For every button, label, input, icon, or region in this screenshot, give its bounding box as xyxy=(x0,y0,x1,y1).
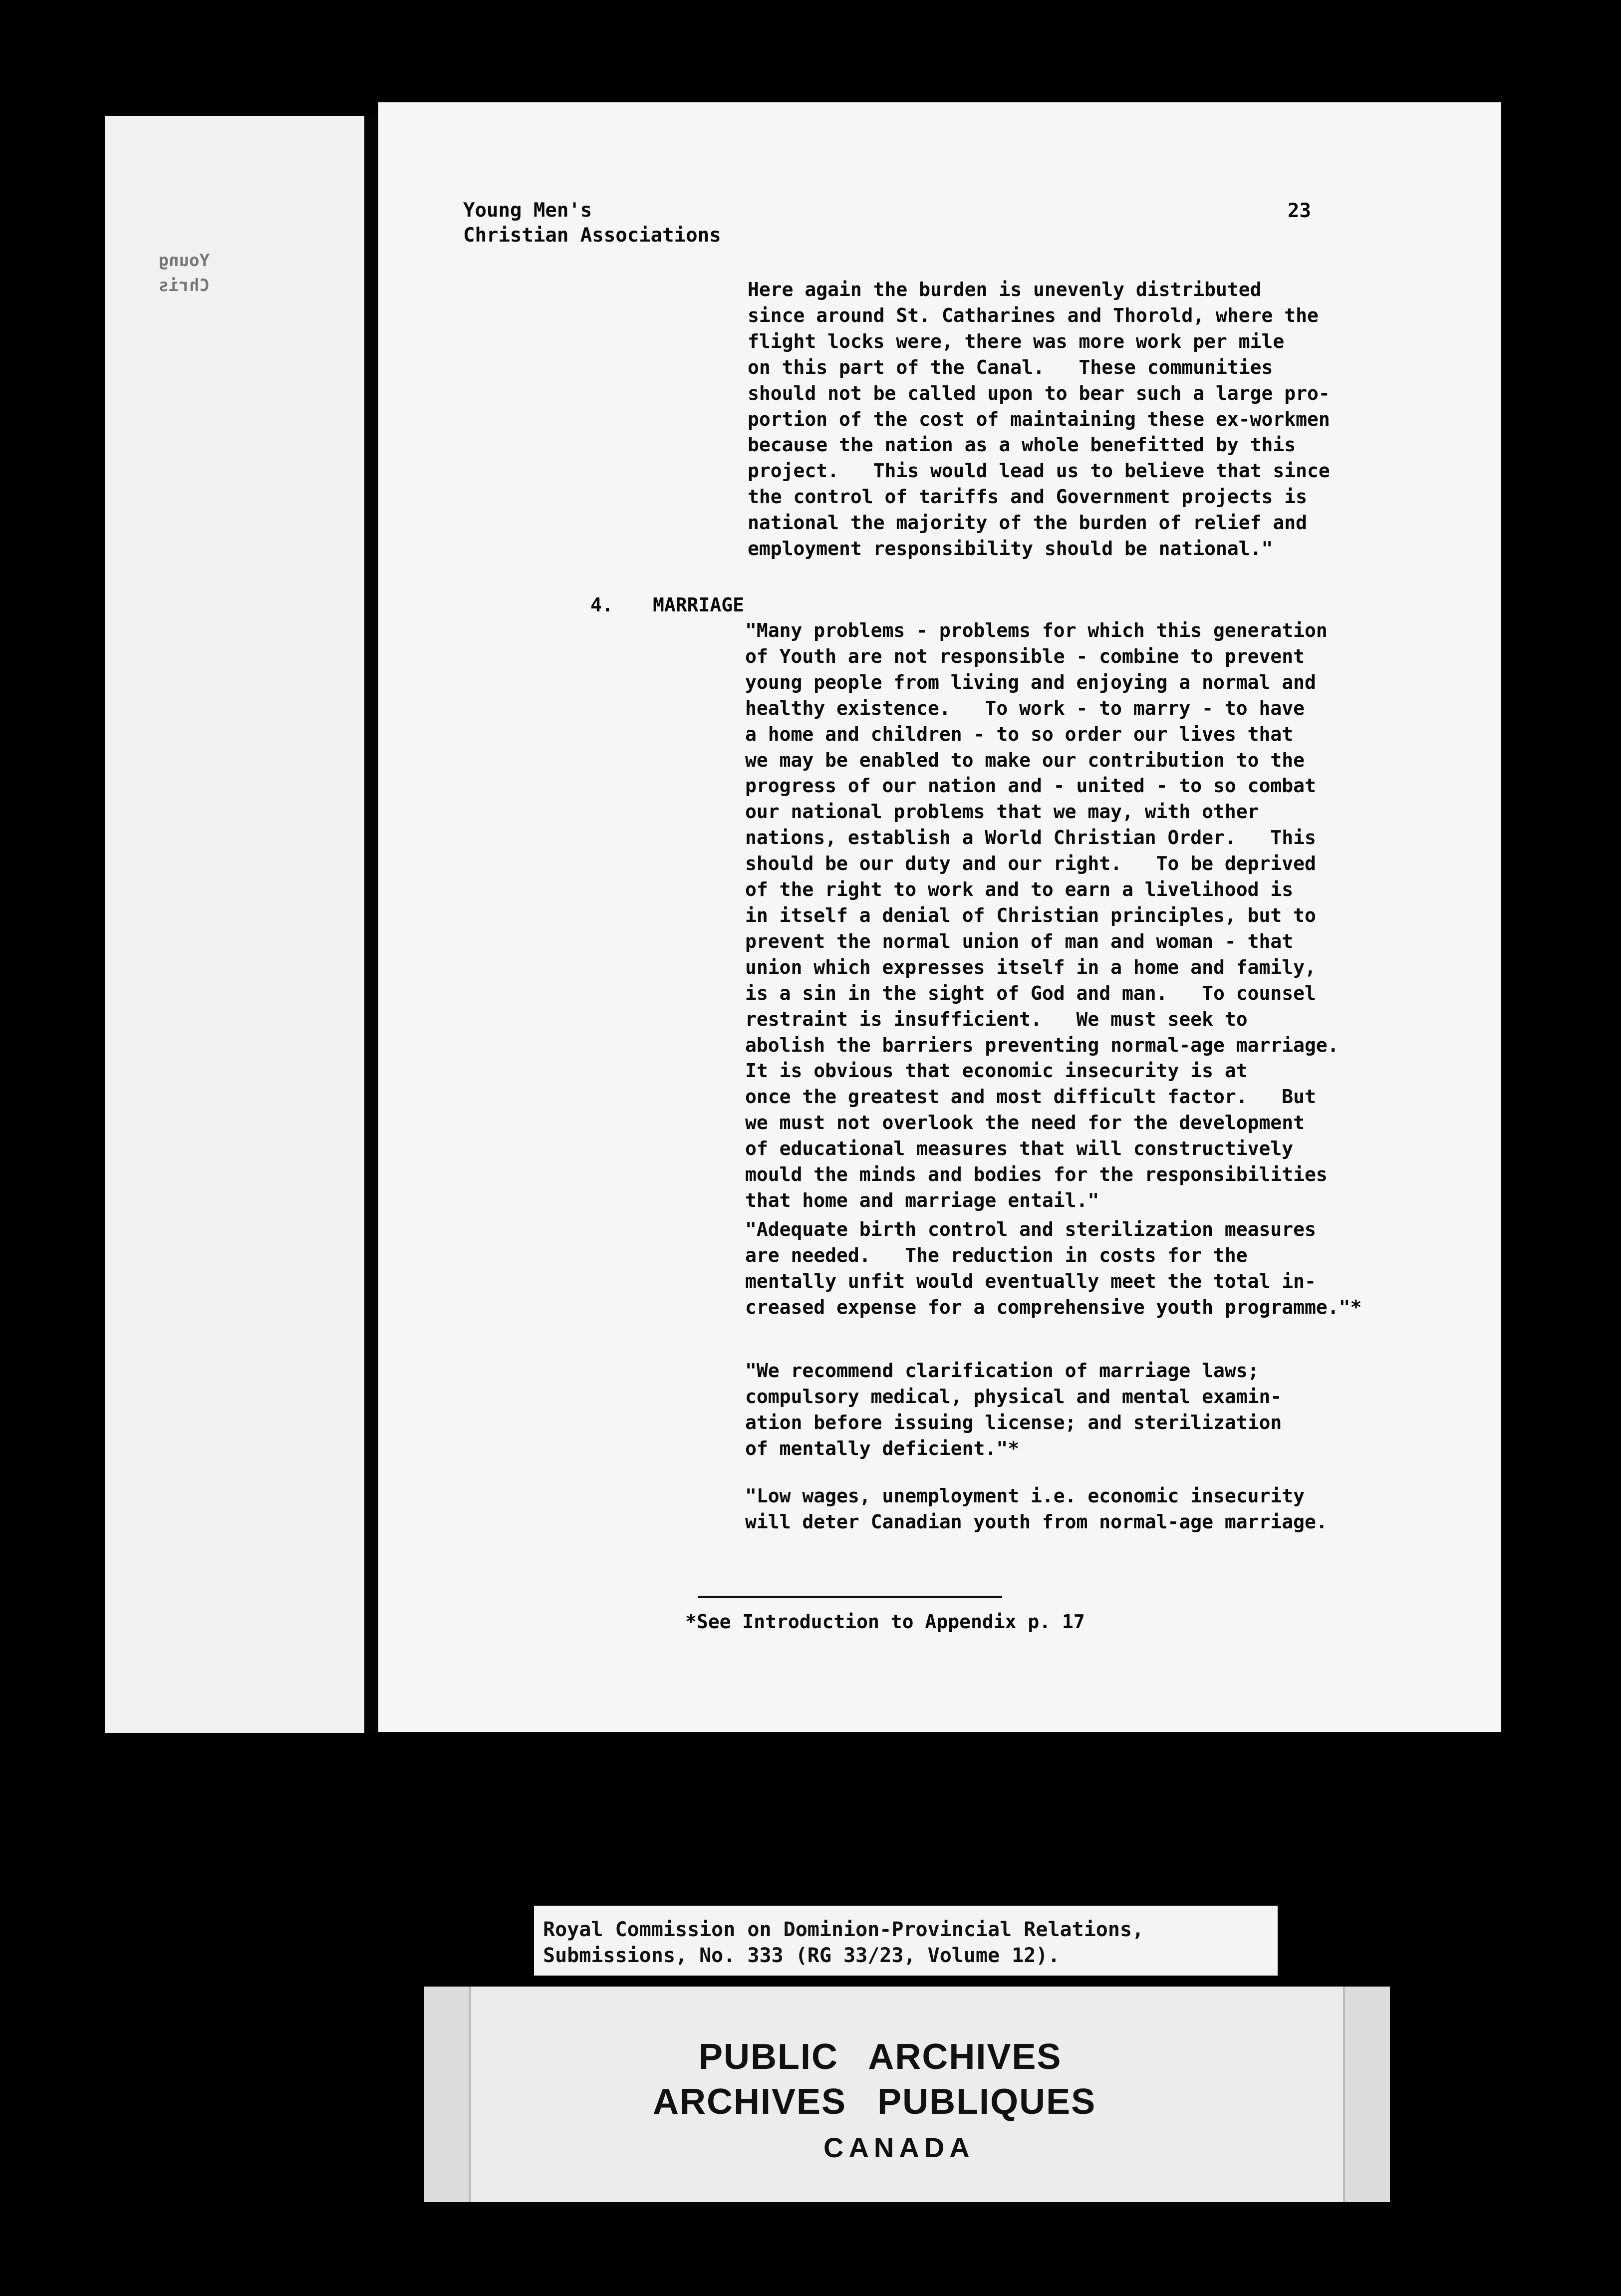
document-page xyxy=(378,102,1501,1732)
section-number: 4. xyxy=(590,594,613,616)
paragraph-low-wages: "Low wages, unemployment i.e. economic insecurity will deter Canadian youth from normal-age marriage. xyxy=(745,1485,1328,1533)
archives-stamp xyxy=(424,1987,1390,2202)
page-gutter xyxy=(364,116,378,1733)
stamp-canada: CANADA xyxy=(823,2132,975,2163)
paragraph-burden: Here again the burden is unevenly distributed since around St. Catharines and Thorold, where the flight locks were, there was more work per mile on this part of the Canal. These communities should not be called upon to bear such a large pro- portion of the cost of maintaining these ex-workmen because the nation as a whole benefitted by this project. This would lead us to believe that since the control of tariffs and Government projects is national the majority of the burden of relief and employment responsibility should be national." xyxy=(748,279,1330,560)
header-line-1: Young Men's xyxy=(463,199,592,222)
paragraph-marriage-quote: "Many problems - problems for which this generation of Youth are not responsible - combine to prevent young people from living and enjoying a normal and healthy existence. To work - to marry - to have a home and children - to so order our lives that we may be enabled to make our contribution to the progress of our nation and - united - to so combat our national problems that we may, with other nations, establish a World Christian Order. This should be our duty and our right. To be deprived of the right to work and to earn a livelihood is in itself a denial of Christian principles, but to prevent the normal union of man and woman - that union which expresses itself in a home and family, is a sin in the sight of God and man. To counsel restraint is insufficient. We must seek to abolish the barriers preventing normal-age marriage. It is obvious that economic insecurity is at once the greatest and most difficult factor. But we must not overlook the need for the development of educational measures that will constructively mould the minds and bodies for the responsibilities that home and marriage entail." xyxy=(745,619,1339,1211)
archive-citation-label: Royal Commission on Dominion-Provincial Relations, Submissions, No. 333 (RG 33/23, Volume 12). xyxy=(534,1906,1278,1976)
footnote: *See Introduction to Appendix p. 17 xyxy=(685,1611,1085,1633)
footnote-rule xyxy=(698,1596,1002,1598)
stamp-left-band xyxy=(424,1987,471,2202)
header-line-2: Christian Associations xyxy=(463,224,721,247)
paragraph-marriage-laws: "We recommend clarification of marriage laws; compulsory medical, physical and mental examin- ation before issuing license; and sterilization of mentally deficient."* xyxy=(745,1360,1282,1459)
previous-page-bleed-text: Young Chris xyxy=(158,251,210,295)
previous-page-strip xyxy=(105,116,364,1733)
stamp-right-band xyxy=(1343,1987,1390,2202)
running-header xyxy=(463,198,721,248)
paragraph-birth-control: "Adequate birth control and sterilization measures are needed. The reduction in costs for the mentally unfit would eventually meet the total in- creased expense for a comprehensive youth programme."* xyxy=(745,1218,1362,1318)
section-title: MARRIAGE xyxy=(653,594,745,616)
stamp-public-archives: PUBLIC ARCHIVES xyxy=(699,2037,1062,2077)
page-number: 23 xyxy=(1288,200,1311,222)
stamp-archives-publiques: ARCHIVES PUBLIQUES xyxy=(653,2082,1096,2122)
